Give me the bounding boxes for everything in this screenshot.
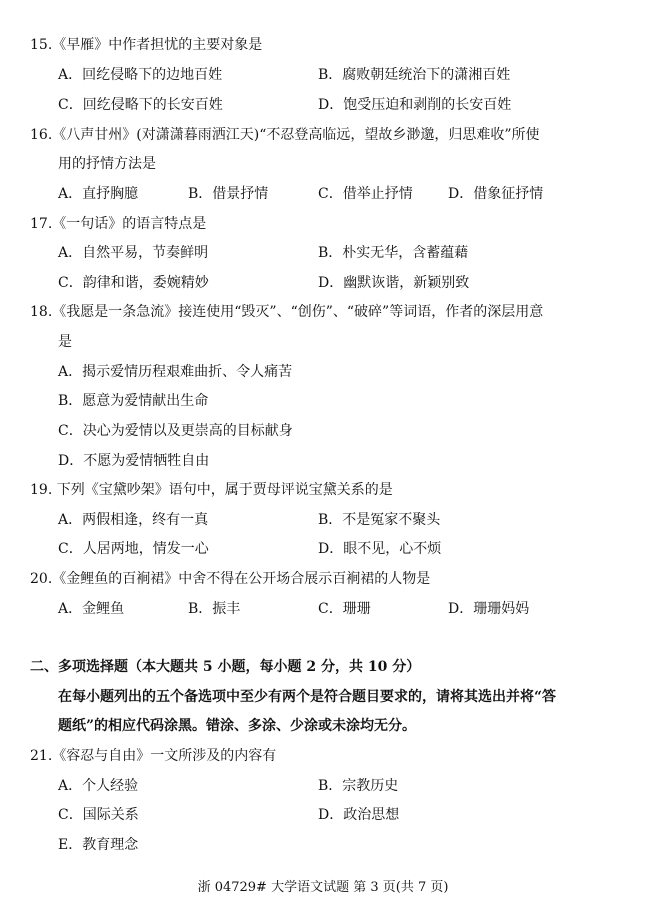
q15-option-b: B．腐败朝廷统治下的潇湘百姓 [318, 67, 511, 83]
q20-stem: 20.《金鲤鱼的百裥裙》中舍不得在公开场合展示百裥裙的人物是 [30, 571, 431, 587]
q18-option-d: D．不愿为爱情牺牲自由 [58, 453, 210, 469]
q21-stem: 21.《容忍与自由》一文所涉及的内容有 [30, 748, 277, 764]
q17-option-a: A．自然平易，节奏鲜明 [58, 245, 209, 261]
q19-option-c: C．人居两地，情发一心 [58, 541, 209, 557]
section2-instructions-line2: 题纸”的相应代码涂黑。错涂、多涂、少涂或未涂均无分。 [58, 718, 417, 734]
q17-option-c: C．韵律和谐，委婉精妙 [58, 275, 209, 291]
q16-option-b: B．借景抒情 [188, 186, 269, 202]
q21-option-c: C．国际关系 [58, 807, 139, 823]
q21-option-a: A．个人经验 [58, 778, 139, 794]
q21-option-b: B．宗教历史 [318, 778, 399, 794]
q20-option-b: B．振丰 [188, 601, 241, 617]
q18-option-c: C．决心为爱情以及更崇高的目标献身 [58, 423, 293, 439]
q21-option-d: D．政治思想 [318, 807, 400, 823]
q20-option-a: A．金鲤鱼 [58, 601, 125, 617]
section2-title: 二、多项选择题（本大题共 5 小题，每小题 2 分，共 10 分） [30, 659, 421, 675]
q17-stem: 17.《一句话》的语言特点是 [30, 216, 207, 232]
q15-stem: 15.《早雁》中作者担忧的主要对象是 [30, 37, 263, 53]
q17-option-b: B．朴实无华，含蓄蕴藉 [318, 245, 469, 261]
q16-option-c: C．借举止抒情 [318, 186, 413, 202]
q16-stem: 16.《八声甘州》(对潇潇暮雨洒江天)“不忍登高临远，望故乡渺邈，归思难收”所使 [30, 127, 540, 143]
q19-stem: 19. 下列《宝黛吵架》语句中，属于贾母评说宝黛关系的是 [30, 482, 393, 498]
section2-instructions-line1: 在每小题列出的五个备选项中至少有两个是符合题目要求的，请将其选出并将“答 [58, 689, 557, 705]
q17-option-d: D．幽默诙谐，新颖别致 [318, 275, 470, 291]
q15-option-a: A．回纥侵略下的边地百姓 [58, 67, 223, 83]
q20-option-d: D．珊珊妈妈 [448, 601, 530, 617]
q16-stem-cont: 用的抒情方法是 [58, 156, 156, 172]
q15-option-d: D．饱受压迫和剥削的长安百姓 [318, 97, 512, 113]
q18-stem: 18.《我愿是一条急流》接连使用“毁灭”、“创伤”、“破碎”等词语，作者的深层用意 [30, 304, 544, 320]
q16-option-a: A．直抒胸臆 [58, 186, 139, 202]
q20-option-c: C．珊珊 [318, 601, 371, 617]
q16-option-d: D．借象征抒情 [448, 186, 544, 202]
q15-option-c: C．回纥侵略下的长安百姓 [58, 97, 223, 113]
q19-option-d: D．眼不见，心不烦 [318, 541, 442, 557]
q18-option-a: A．揭示爱情历程艰难曲折、令人痛苦 [58, 364, 293, 380]
q19-option-a: A．两假相逢，终有一真 [58, 512, 209, 528]
q18-stem-cont: 是 [58, 334, 72, 350]
q19-option-b: B．不是冤家不聚头 [318, 512, 441, 528]
q21-option-e: E．教育理念 [58, 837, 139, 853]
q18-option-b: B．愿意为爱情献出生命 [58, 393, 209, 409]
page-footer: 浙 04729# 大学语文试题 第 3 页(共 7 页) [197, 880, 449, 895]
